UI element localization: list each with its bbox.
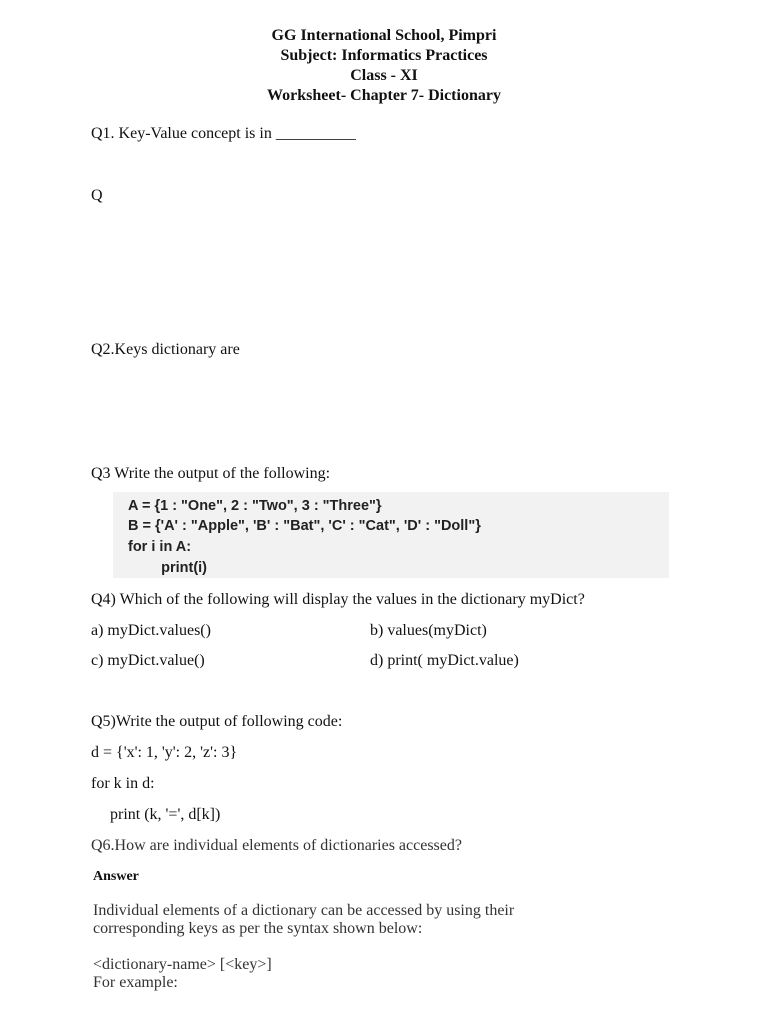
question-5: Q5)Write the output of following code: — [91, 713, 343, 730]
question-stub: Q — [91, 187, 103, 204]
code-dict-line: d = {'x': 1, 'y': 2, 'z': 3} — [91, 744, 238, 761]
answer-line-2: corresponding keys as per the syntax shown below: — [93, 920, 423, 937]
example-label: For example: — [93, 974, 178, 991]
answer-line-1: Individual elements of a dictionary can be accessed by using their — [93, 902, 515, 919]
code-line-2: B = {'A' : "Apple", 'B' : "Bat", 'C' : "Cat", 'D' : "Doll"} — [128, 518, 481, 534]
question-6: Q6.How are individual elements of dictionaries accessed? — [91, 837, 462, 854]
question-4: Q4) Which of the following will display the values in the dictionary myDict? — [91, 591, 585, 608]
code-print-line: print (k, '=', d[k]) — [110, 806, 221, 823]
option-b: b) values(myDict) — [370, 622, 487, 639]
option-a: a) myDict.values() — [91, 622, 211, 639]
code-line-4: print(i) — [145, 560, 208, 576]
question-3: Q3 Write the output of the following: — [91, 465, 331, 482]
code-line-3: for i in A: — [128, 539, 192, 555]
question-2: Q2.Keys dictionary are — [91, 341, 240, 358]
worksheet-title: Worksheet- Chapter 7- Dictionary — [267, 87, 501, 104]
question-1: Q1. Key-Value concept is in __________ — [91, 125, 356, 142]
syntax-line: <dictionary-name> [<key>] — [93, 956, 272, 973]
code-line-1: A = {1 : "One", 2 : "Two", 3 : "Three"} — [128, 498, 382, 514]
school-name: GG International School, Pimpri — [271, 27, 497, 44]
option-d: d) print( myDict.value) — [370, 652, 519, 669]
subject-line: Subject: Informatics Practices — [280, 47, 488, 64]
answer-label: Answer — [93, 869, 139, 884]
option-c: c) myDict.value() — [91, 652, 205, 669]
code-for-line: for k in d: — [91, 775, 155, 792]
class-line: Class - XI — [350, 67, 418, 84]
